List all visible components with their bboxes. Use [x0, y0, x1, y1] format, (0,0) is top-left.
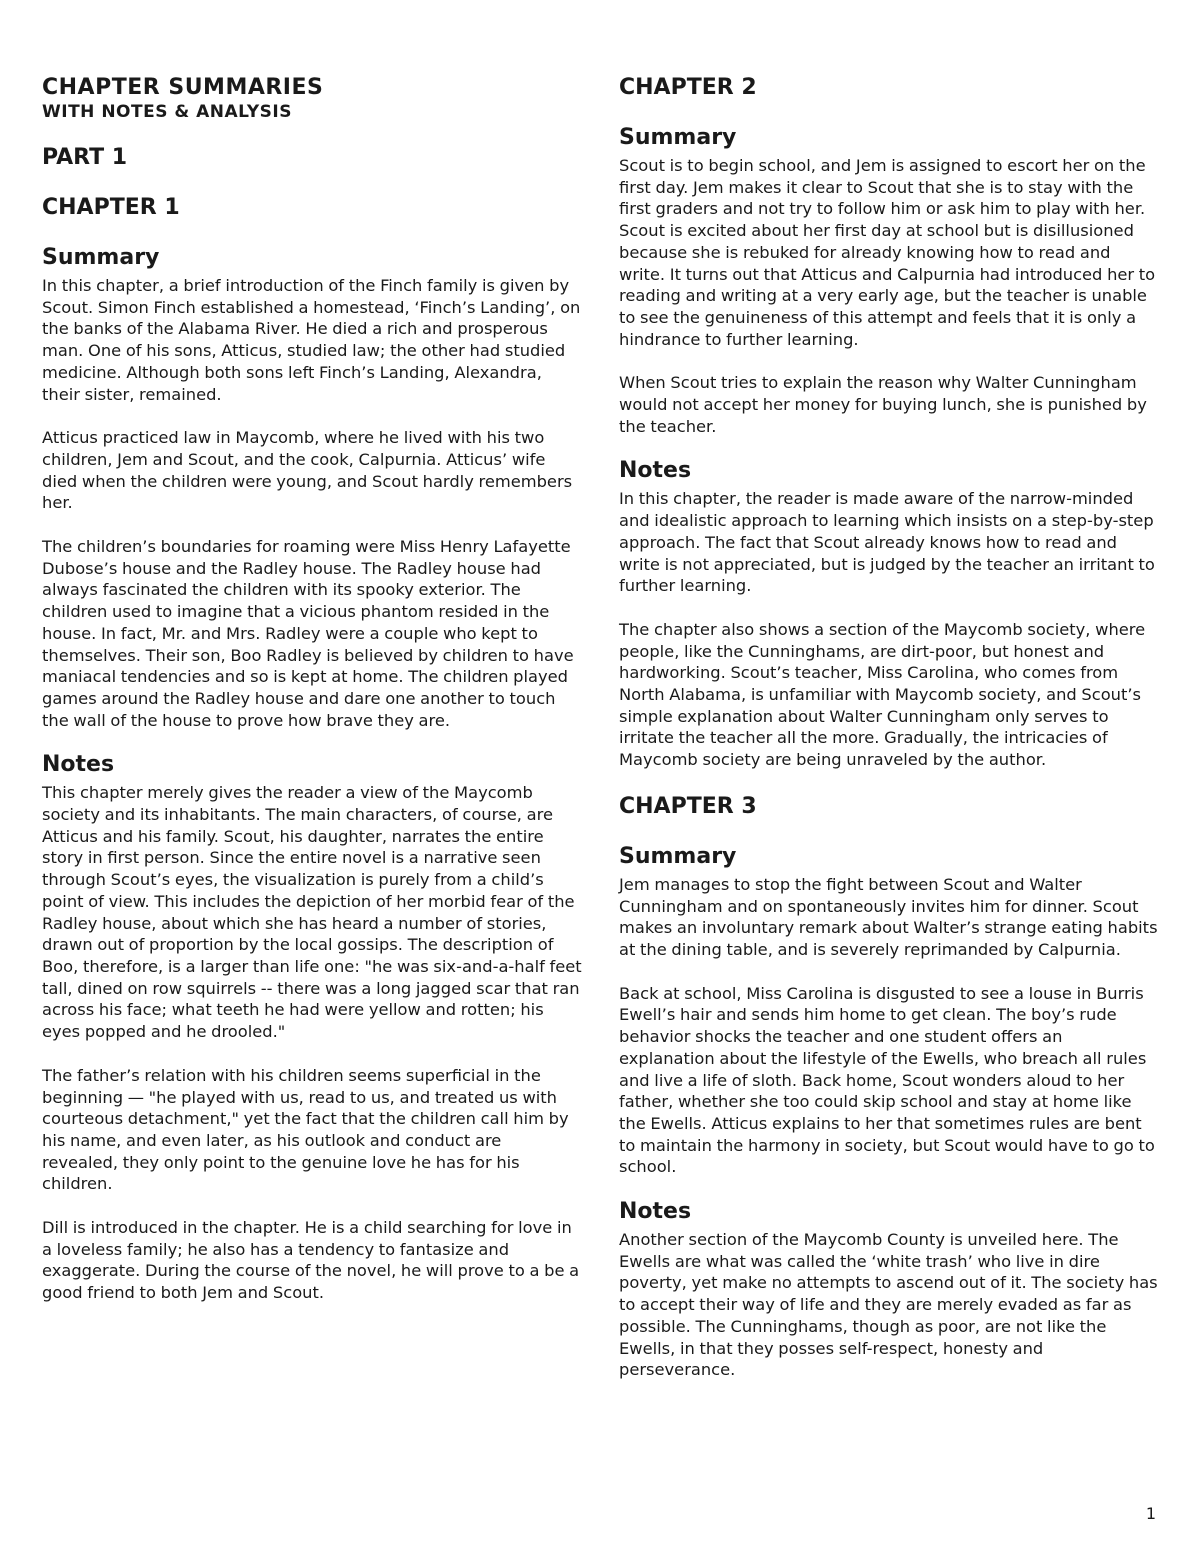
paragraph: Dill is introduced in the chapter. He is a child searching for love in a loveless family; he also has a tendency to fantasize and exaggerate. During the course of the novel, he will prove to a be a good friend to both Jem and Scout. [42, 1218, 580, 1303]
paragraph: In this chapter, the reader is made aware of the narrow-minded and idealistic approach to learning which insists on a step-by-step approach. The fact that Scout already knows how to read and write is not appreciated, but is judged by the teacher an irritant to further learning. [619, 489, 1155, 596]
left-column [42, 70, 582, 1326]
paragraph: Back at school, Miss Carolina is disgusted to see a louse in Burris Ewell’s hair and sends him home to get clean. The boy’s rude behavior shocks the teacher and one student offers an explanation about the lifestyle of the Ewells, who breach all rules and live a life of sloth. Back home, Scout wonders aloud to her father, whether she too could skip school and stay at home like the Ewells. Atticus explains to her that sometimes rules are bent to maintain the harmony in society, but Scout would have to go to school. [619, 983, 1155, 1177]
paragraph: Jem manages to stop the fight between Scout and Walter Cunningham and on spontaneously invites him for dinner. Scout makes an involuntary remark about Walter’s strange eating habits at the dining table, and is severely reprimanded by Calpurnia. [619, 874, 1158, 959]
chapter-1 [42, 194, 582, 1304]
paragraph: This chapter merely gives the reader a view of the Maycomb society and its inhabitants. The main characters, of course, are Atticus and his family. Scout, his daughter, narrates the entire story in first person. Since the entire novel is a narrative seen through Scout’s eyes, the visualization is purely from a child’s point of view. This includes the depiction of her morbid fear of the Radley house, about which she has heard a number of stories, drawn out of proportion by the local gossips. The description of Boo, therefore, is a larger than life one: "he was six-and-a-half feet tall, dined on row squirrels -- there was a long jagged scar that ran across his face; what teeth he had were yellow and rotten; his eyes popped and he drooled." [42, 783, 582, 1042]
chapter-3 [619, 793, 1159, 1381]
paragraph: The chapter also shows a section of the Maycomb society, where people, like the Cunninghams, are dirt-poor, but honest and hardworking. Scout’s teacher, Miss Carolina, who comes from North Alabama, is unfamiliar with Maycomb society, and Scout’s simple explanation about Walter Cunningham only serves to irritate the teacher all the more. Gradually, the intricacies of Maycomb society are being unraveled by the author. [619, 619, 1146, 770]
document-title: CHAPTER SUMMARIES [42, 75, 324, 100]
paragraph: Another section of the Maycomb County is unveiled here. The Ewells are what was called the ‘white trash’ who live in dire poverty, yet make no attempts to ascend out of it. The society has to accept their way of life and they are merely evaded as far as possible. The Cunninghams, though as poor, are not like the Ewells, in that they posses self-respect, honesty and perseverance. [619, 1230, 1158, 1380]
notes-heading: Notes [42, 752, 115, 778]
document-subtitle: WITH NOTES & ANALYSIS [42, 102, 292, 122]
summary-heading: Summary [42, 245, 160, 270]
paragraph: The father’s relation with his children seems superficial in the beginning — "he played with us, read to us, and treated us with courteous detachment," yet the fact that the children call him by his name, and even later, as his outlook and conduct are revealed, they only point to the genuine love he has for his children. [42, 1065, 569, 1194]
chapter-heading: CHAPTER 1 [42, 195, 180, 220]
summary-heading: Summary [619, 125, 737, 150]
chapter-2 [619, 74, 1159, 771]
paragraph: When Scout tries to explain the reason why Walter Cunningham would not accept her money for buying lunch, she is punished by the teacher. [619, 373, 1147, 436]
page-number: 1 [1145, 1504, 1156, 1523]
notes-heading: Notes [619, 1199, 692, 1225]
chapter-heading: CHAPTER 3 [619, 793, 757, 819]
paragraph: Atticus practiced law in Maycomb, where he lived with his two children, Jem and Scout, and the cook, Calpurnia. Atticus’ wife died when the children were young, and Scout hardly remembers her. [42, 428, 573, 513]
summary-heading: Summary [619, 843, 737, 869]
paragraph: Scout is to begin school, and Jem is assigned to escort her on the first day. Jem makes it clear to Scout that she is to stay with the first graders and not try to follow him or ask him to play with her. Scout is excited about her first day at school but is disillusioned because she is rebuked for already knowing how to read and write. It turns out that Atticus and Calpurnia had introduced her to reading and writing at a very early age, but the teacher is unable to see the genuineness of this attempt and feels that it is only a hindrance to further learning. [619, 156, 1156, 349]
notes-heading: Notes [619, 458, 692, 484]
paragraph: The children’s boundaries for roaming were Miss Henry Lafayette Dubose’s house and the Radley house. The Radley house had always fascinated the children with its spooky exterior. The children used to imagine that a vicious phantom resided in the house. In fact, Mr. and Mrs. Radley were a couple who kept to themselves. Their son, Boo Radley is believed by children to have maniacal tendencies and so is kept at home. The children played games around the Radley house and dare one another to touch the wall of the house to prove how brave they are. [42, 537, 574, 730]
paragraph: In this chapter, a brief introduction of the Finch family is given by Scout. Simon Finch established a homestead, ‘Finch’s Landing’, on the banks of the Alabama River. He died a rich and prosperous man. One of his sons, Atticus, studied law; the other had studied medicine. Although both sons left Finch’s Landing, Alexandra, their sister, remained. [42, 276, 581, 404]
right-column [619, 70, 1159, 1403]
part-heading: PART 1 [42, 145, 128, 170]
chapter-heading: CHAPTER 2 [619, 75, 757, 100]
